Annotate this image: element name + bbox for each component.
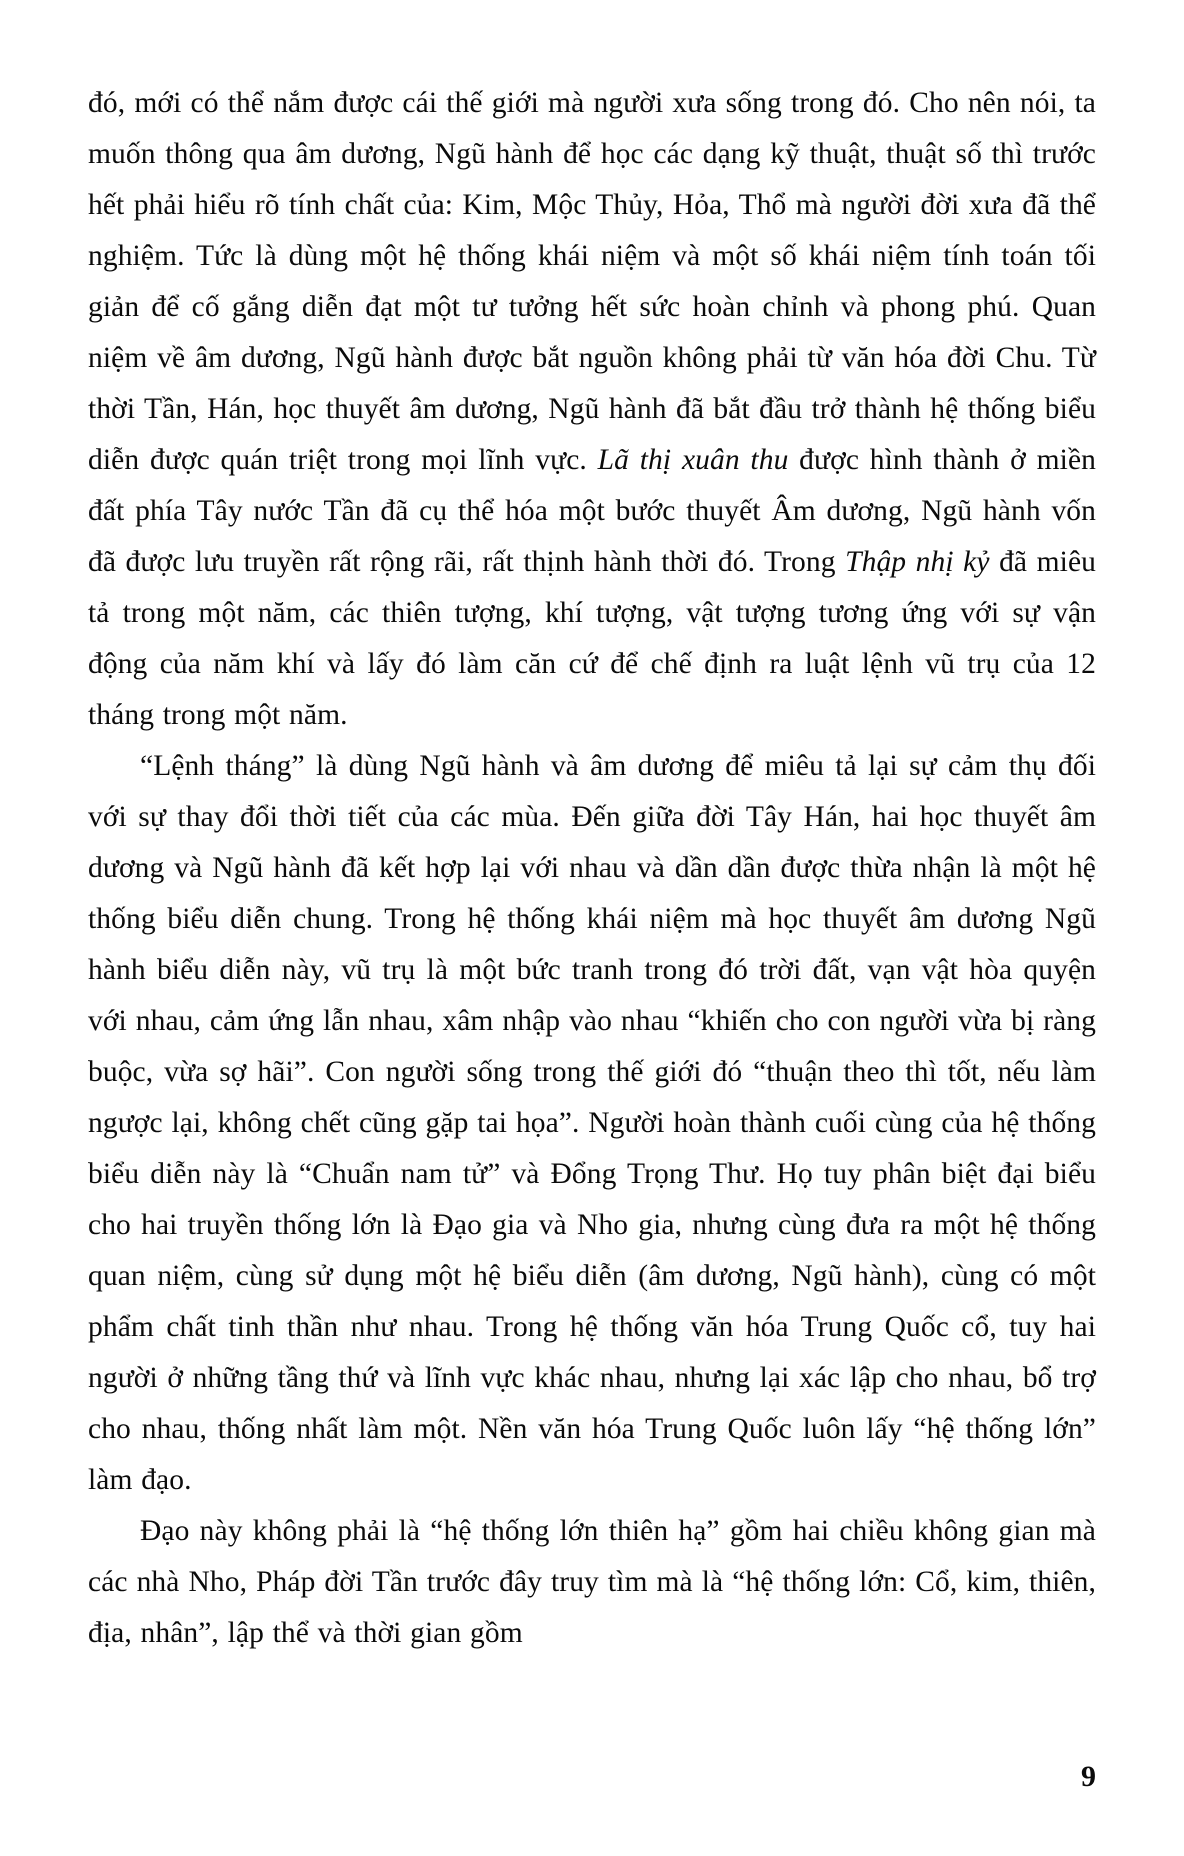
paragraph-2: “Lệnh tháng” là dùng Ngũ hành và âm dương để miêu tả lại sự cảm thụ đối với sự thay đổi thời tiết của các mùa. Đến giữa đời Tây Hán, hai học thuyết âm dương và Ngũ hành đã kết hợp lại với nhau và dần dần được thừa nhận là một hệ thống biểu diễn chung. Trong hệ thống khái niệm mà học thuyết âm dương Ngũ hành biểu diễn này, vũ trụ là một bức tranh trong đó trời đất, vạn vật hòa quyện với nhau, cảm ứng lẫn nhau, xâm nhập vào nhau “khiến cho con người vừa bị ràng buộc, vừa sợ hãi”. Con người sống trong thế giới đó “thuận theo thì tốt, nếu làm ngược lại, không chết cũng gặp tai họa”. Người hoàn thành cuối cùng của hệ thống biểu diễn này là “Chuẩn nam tử” và Đổng Trọng Thư. Họ tuy phân biệt đại biểu cho hai truyền thống lớn là Đạo gia và Nho gia, nhưng cùng đưa ra một hệ thống quan niệm, cùng sử dụng một hệ biểu diễn (âm dương, Ngũ hành), cùng có một phẩm chất tinh thần như nhau. Trong hệ thống văn hóa Trung Quốc cổ, tuy hai người ở những tầng thứ và lĩnh vực khác nhau, nhưng lại xác lập cho nhau, bổ trợ cho nhau, thống nhất làm một. Nền văn hóa Trung Quốc luôn lấy “hệ thống lớn” làm đạo.: [88, 750, 1096, 1496]
page-body-text: [88, 78, 1096, 1659]
paragraph-3: Đạo này không phải là “hệ thống lớn thiên hạ” gồm hai chiều không gian mà các nhà Nho, Pháp đời Tần trước đây truy tìm mà là “hệ thống lớn: Cổ, kim, thiên, địa, nhân”, lập thể và thời gian gồm: [88, 1515, 1096, 1649]
paragraph-1: đó, mới có thể nắm được cái thế giới mà người xưa sống trong đó. Cho nên nói, ta muốn thông qua âm dương, Ngũ hành để học các dạng kỹ thuật, thuật số thì trước hết phải hiểu rõ tính chất của: Kim, Mộc Thủy, Hỏa, Thổ mà người đời xưa đã thể nghiệm. Tức là dùng một hệ thống khái niệm và một số khái niệm tính toán tối giản để cố gắng diễn đạt một tư tưởng hết sức hoàn chỉnh và phong phú. Quan niệm về âm dương, Ngũ hành được bắt nguồn không phải từ văn hóa đời Chu. Từ thời Tần, Hán, học thuyết âm dương, Ngũ hành đã bắt đầu trở thành hệ thống biểu diễn được quán triệt trong mọi lĩnh vực. Lã thị xuân thu được hình thành ở miền đất phía Tây nước Tần đã cụ thể hóa một bước thuyết Âm dương, Ngũ hành vốn đã được lưu truyền rất rộng rãi, rất thịnh hành thời đó. Trong Thập nhị kỷ đã miêu tả trong một năm, các thiên tượng, khí tượng, vật tượng tương ứng với sự vận động của năm khí và lấy đó làm căn cứ để chế định ra luật lệnh vũ trụ của 12 tháng trong một năm.: [88, 87, 1097, 731]
page-number: 9: [1081, 1760, 1096, 1793]
italic-title: Lã thị xuân thu: [597, 444, 789, 476]
italic-title: Thập nhị kỷ: [845, 546, 990, 578]
